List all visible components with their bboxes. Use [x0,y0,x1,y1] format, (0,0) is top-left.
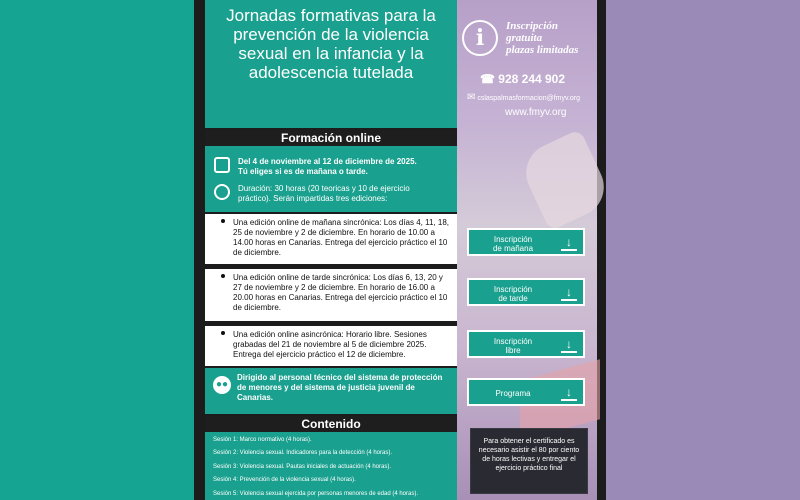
dates-line-2: Tú eliges si es de mañana o tarde. [238,167,368,176]
download-icon: ↓ [561,285,577,301]
edition-afternoon [205,269,457,321]
edition-morning-text: Una edición online de mañana sincrónica: Los días 4, 11, 18, 25 de noviembre y 2 de diciembre. En horario de 10.00 a 14.00 horas en Canarias. Entrega del ejercicio práctico el 10 de diciembre. [233,218,449,257]
dates-line-1: Del 4 de noviembre al 12 de diciembre de 2025. [238,157,417,166]
people-icon: ●● [213,376,231,394]
phone-number[interactable]: 928 244 902 [498,72,566,86]
badge-line-2: gratuita [506,32,543,44]
phone-row [480,72,565,86]
duration-line-2: práctico). Serán impartidas tres ediciones: [238,194,388,203]
session-item: Sesión 5: Violencia sexual ejercida por personas menores de edad (4 horas). [213,490,419,497]
badge-line-1: Inscripción [506,20,558,32]
edition-async-text: Una edición online asincrónica: Horario libre. Sesiones grabadas del 21 de noviembre al 5 de diciembre 2025. Entrega del ejercicio práctico el 12 de diciembre. [233,330,427,359]
audience-box [205,368,457,414]
edition-afternoon-text: Una edición online de tarde sincrónica: Los días 6, 13, 20 y 27 de noviembre y 2 de diciembre. En horario de 16.00 a 20.00 horas en Canarias. Entrega del ejercicio práctico el 10 de diciembre. [233,273,448,312]
website-link[interactable]: www.fmyv.org [505,107,567,118]
sessions-list [205,432,457,500]
edition-async [205,326,457,366]
clock-icon [214,184,230,200]
bullet [221,274,225,278]
registration-badge [506,20,601,56]
programa-button[interactable] [467,378,585,406]
free-registration-button[interactable] [467,330,585,358]
afternoon-registration-button[interactable] [467,278,585,306]
bullet [221,219,225,223]
title-box [205,0,457,128]
mail-icon: ✉ [467,92,476,103]
button-line-1: Inscripción [493,235,533,244]
email-address[interactable]: cslaspalmasformacion@fmyv.org [477,95,581,102]
button-line-1: Inscripción [493,285,533,294]
phone-icon: ☎ [480,72,495,86]
page-title: Jornadas formativas para la prevención de la violencia sexual en la infancia y la adolescencia tutelada [226,6,436,82]
edition-morning [205,214,457,264]
contenido-heading: Contenido [205,416,457,432]
info-icon: i [462,20,498,56]
download-icon: ↓ [561,235,577,251]
button-line-1: Inscripción [493,337,533,346]
button-line-2: de tarde [498,294,528,303]
session-item: Sesión 4: Prevención de la violencia sexual (4 horas). [213,477,356,484]
morning-registration-button[interactable] [467,228,585,256]
bullet [221,331,225,335]
session-item: Sesión 2: Violencia sexual. Indicadores para la detección (4 horas). [213,450,392,457]
download-icon: ↓ [561,385,577,401]
dates-text [238,157,417,177]
session-item: Sesión 1: Marco normativo (4 horas). [213,437,312,443]
badge-line-3: plazas limitadas [506,44,579,56]
duration-line-1: Duración: 30 horas (20 teoricas y 10 de ejercicio [238,184,410,193]
button-line-2: libre [505,346,521,355]
email-row [467,92,580,103]
certificate-note: Para obtener el certificado es necesario asistir el 80 por ciento de horas lectivas y entregar el ejercicio práctico final [470,428,588,494]
session-item: Sesión 3: Violencia sexual. Pautas iniciales de actuación (4 horas). [213,463,391,470]
online-heading: Formación online [205,130,457,146]
programa-label: Programa [495,389,531,398]
calendar-icon [214,157,230,173]
download-icon: ↓ [561,337,577,353]
audience-text: Dirigido al personal técnico del sistema de protección de menores y del sistema de justicia juvenil de Canarias. [237,373,443,402]
duration-text [238,184,410,204]
button-line-2: de mañana [492,244,534,253]
